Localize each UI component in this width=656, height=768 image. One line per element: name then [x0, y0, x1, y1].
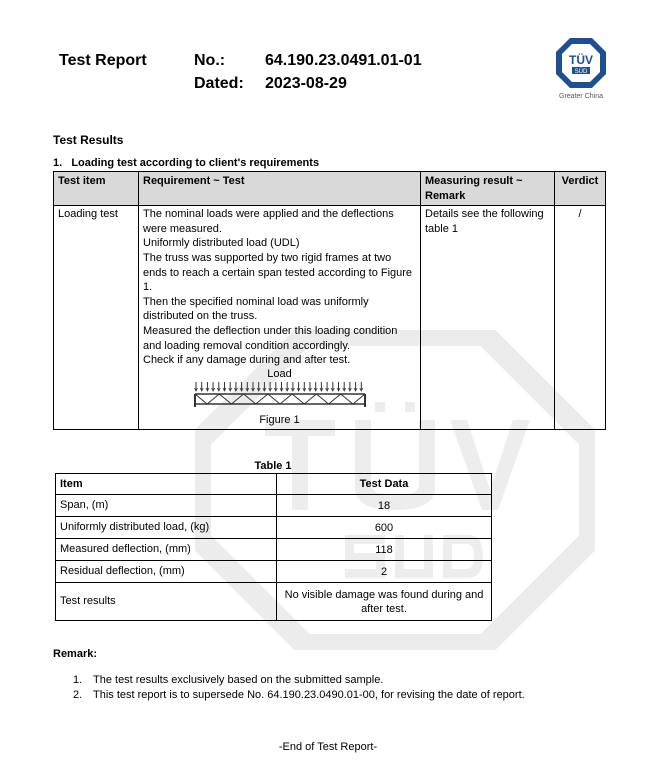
- requirement-cell: [139, 206, 421, 430]
- loading-test-table: [53, 171, 606, 430]
- remark-list: [73, 674, 525, 704]
- item-cell: Span, (m): [56, 495, 277, 517]
- requirement-line: Check if any damage during and after test.: [143, 354, 351, 367]
- report-title: Test Report: [59, 52, 147, 69]
- table-caption: Table 1: [254, 460, 292, 472]
- table-row: [56, 517, 492, 539]
- header-test-data: Test Data: [277, 474, 492, 495]
- requirement-line: Then the specified nominal load was uniformly distributed on the truss.: [143, 295, 369, 323]
- value-cell: 18: [277, 495, 492, 517]
- remark-item: [73, 674, 525, 689]
- remark-title: Remark:: [53, 648, 98, 660]
- header-result: Measuring result ~ Remark: [421, 172, 555, 206]
- value-cell: 2: [277, 561, 492, 583]
- figure-caption: Figure 1: [259, 413, 300, 426]
- table-header-row: [54, 172, 606, 206]
- remark-text: The test results exclusively based on the submitted sample.: [93, 674, 384, 686]
- table-row: [54, 206, 606, 430]
- item-cell: Uniformly distributed load, (kg): [56, 517, 277, 539]
- table-row: [56, 539, 492, 561]
- header-test-item: Test item: [54, 172, 139, 206]
- svg-text:SÜD: SÜD: [574, 69, 588, 75]
- value-cell: No visible damage was found during and after test.: [277, 583, 492, 621]
- item-cell: Test results: [56, 583, 277, 621]
- svg-text:TÜV: TÜV: [569, 53, 593, 67]
- value-cell: 118: [277, 539, 492, 561]
- end-of-report: -End of Test Report-: [278, 741, 378, 753]
- tuv-logo: [555, 37, 607, 89]
- table-row: [56, 561, 492, 583]
- test-data-table: [55, 473, 492, 621]
- requirement-line: The nominal loads were applied and the deflections were measured.: [143, 208, 394, 235]
- table-row: [56, 583, 492, 621]
- figure-1: [143, 368, 416, 427]
- requirement-line: Uniformly distributed load (UDL): [143, 237, 300, 250]
- remark-number: 2.: [73, 689, 83, 701]
- dated-label: Dated:: [194, 75, 244, 92]
- remark-text: This test report is to supersede No. 64.190.23.0490.01-00, for revising the date of report.: [93, 689, 525, 701]
- report-number: 64.190.23.0491.01-01: [265, 52, 422, 69]
- requirement-line: The truss was supported by two rigid frames at two ends to reach a certain span tested according to Figure 1.: [143, 251, 413, 294]
- table-row: [56, 495, 492, 517]
- requirement-line: Measured the deflection under this loading condition and loading removal condition accordingly.: [143, 324, 398, 352]
- verdict-cell: /: [555, 206, 606, 430]
- test-item: Loading test: [54, 206, 139, 430]
- remark-number: 1.: [73, 674, 83, 686]
- result-cell: Details see the following table 1: [421, 206, 555, 430]
- header-item: Item: [56, 474, 277, 495]
- header-verdict: Verdict: [555, 172, 606, 206]
- item-cell: Residual deflection, (mm): [56, 561, 277, 583]
- remark-item: [73, 689, 525, 704]
- item-cell: Measured deflection, (mm): [56, 539, 277, 561]
- table-header-row: [56, 474, 492, 495]
- logo-caption: Greater China: [559, 93, 603, 100]
- section-title: Test Results: [53, 133, 124, 147]
- no-label: No.:: [194, 52, 226, 69]
- value-cell: 600: [277, 517, 492, 539]
- header-requirement: Requirement ~ Test: [139, 172, 421, 206]
- report-date: 2023-08-29: [265, 75, 347, 92]
- figure-load-label: Load: [267, 367, 292, 380]
- subsection-title: 1. Loading test according to client's requirements: [53, 157, 320, 169]
- truss-diagram: [192, 381, 368, 411]
